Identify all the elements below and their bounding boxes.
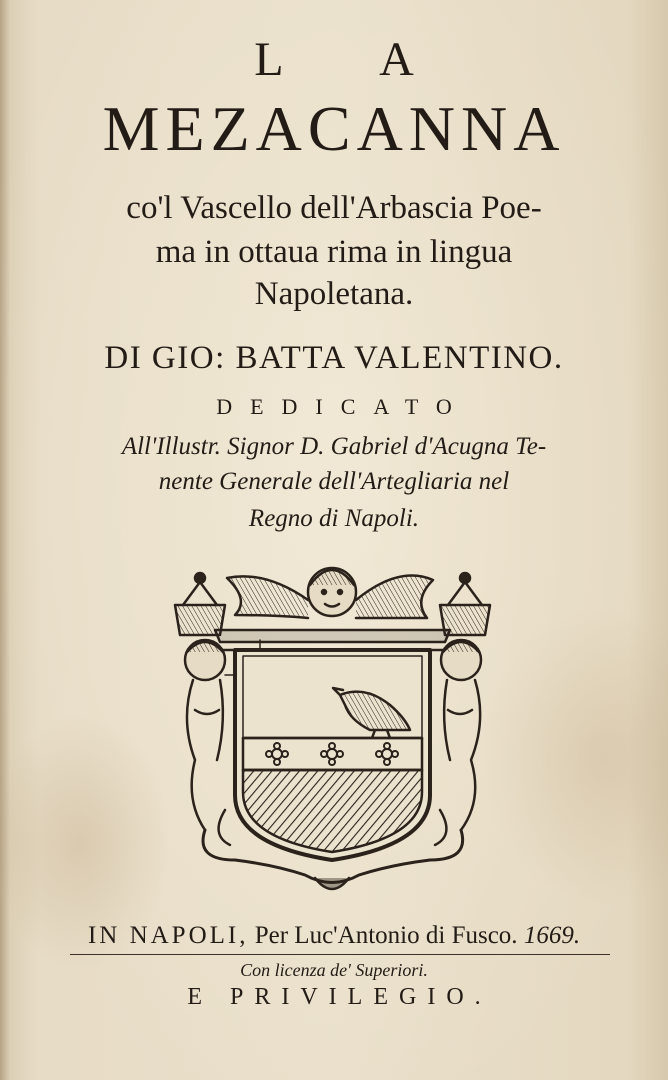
license-line: Con licenza de' Superiori.: [240, 960, 428, 980]
title-article: L A: [254, 33, 458, 86]
dedication-line-2: nente Generale dell'Artegliaria nel: [158, 468, 510, 495]
author-line: DI GIO: BATTA VALENTINO.: [104, 340, 564, 376]
imprint-printer: Per Luc'Antonio di Fusco.: [254, 922, 518, 949]
coat-of-arms-woodcut: [165, 560, 500, 900]
imprint-line: [0, 922, 668, 950]
subtitle-line-1: co'l Vascello dell'Arbascia Poe-: [126, 190, 542, 226]
imprint-year: 1669.: [523, 922, 581, 949]
imprint-rule: [70, 954, 610, 955]
dedication-line-3: Regno di Napoli.: [248, 505, 420, 532]
subtitle-line-2: ma in ottaua rima in lingua: [155, 234, 513, 270]
dedication-line-1: All'Illustr. Signor D. Gabriel d'Acugna Te-: [121, 433, 547, 460]
book-title: MEZACANNA: [102, 93, 566, 164]
subtitle-line-3: Napoletana.: [254, 276, 414, 312]
privilege-line: E PRIVILEGIO.: [187, 984, 492, 1010]
dedicato-heading: DEDICATO: [216, 394, 470, 419]
imprint-place: IN NAPOLI,: [87, 922, 249, 949]
